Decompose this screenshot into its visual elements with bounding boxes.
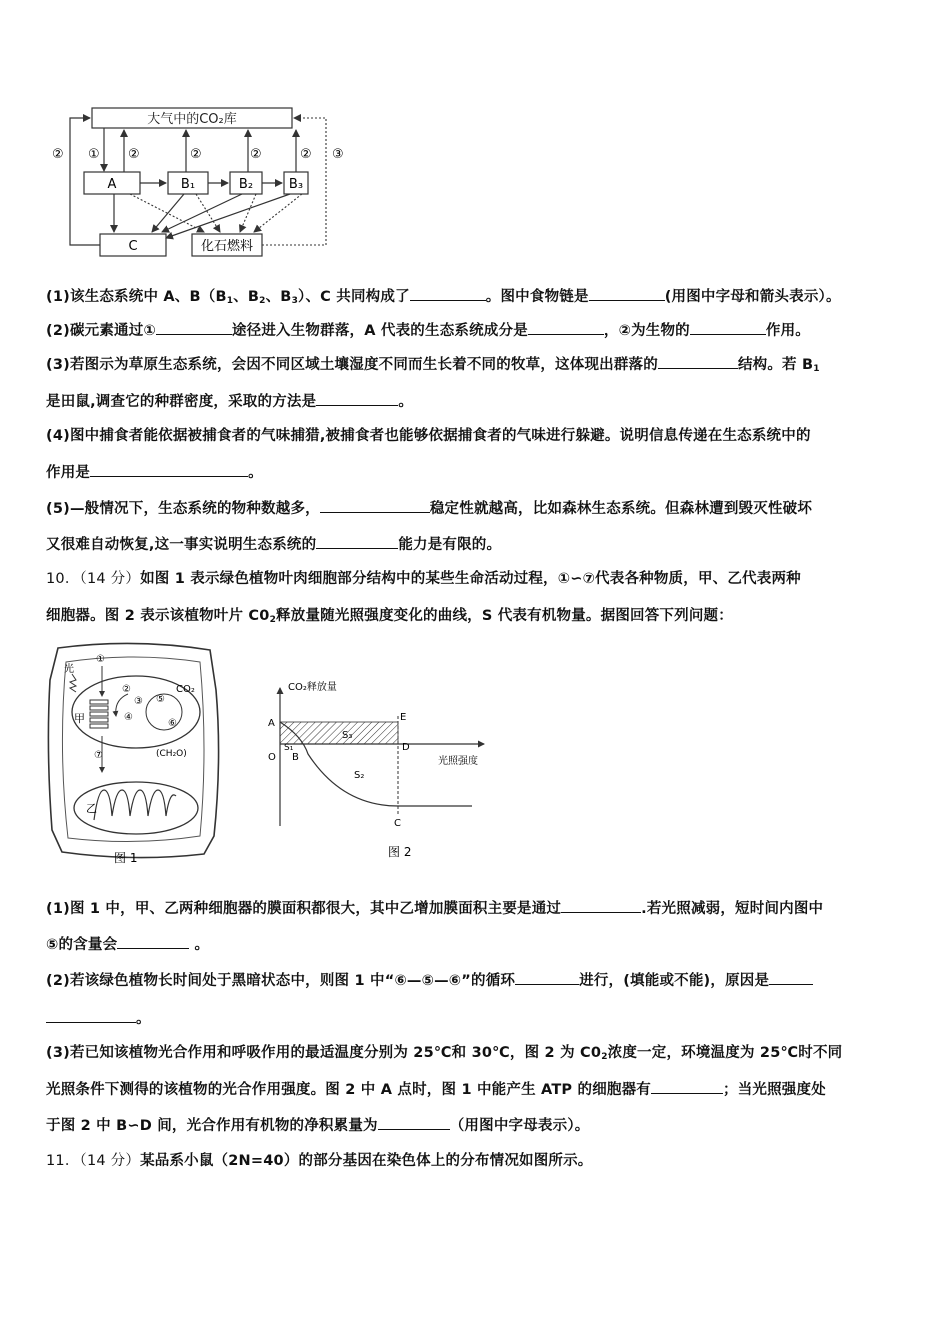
question-number: 10．（14 分） — [46, 571, 141, 587]
node-b1-label: B₁ — [180, 177, 196, 192]
q9-part2: (2)碳元素通过① 途径进入生物群落，A 代表的生态系统成分是 ，②为生物的 作用。 — [46, 320, 906, 341]
q10-part2-line2: 。 — [46, 1008, 906, 1029]
area-s3-label: S₃ — [342, 730, 353, 741]
q11-intro: 11．（14 分）某品系小鼠（2N=40）的部分基因在染色体上的分布情况如图所示。 — [46, 1153, 593, 1169]
path-3-label: ③ — [332, 147, 344, 162]
point-c: C — [394, 818, 401, 829]
question-number: 11．（14 分） — [46, 1153, 141, 1169]
point-e: E — [400, 712, 407, 723]
answer-blank[interactable] — [658, 354, 738, 369]
answer-blank[interactable] — [589, 286, 665, 301]
answer-blank[interactable] — [515, 970, 579, 985]
q9-part3-line1: (3)若图示为草原生态系统，会因不同区域土壤湿度不同而生长着不同的牧草，这体现出群落的 结构。若 $B_1$ — [46, 354, 906, 375]
q9-part5-line1: (5)—般情况下，生态系统的物种数越多， 稳定性就越高，比如森林生态系统。但森林遭到毁灭性破坏 — [46, 498, 906, 519]
answer-blank[interactable] — [316, 534, 398, 549]
ch2o-label: (CH₂O) — [156, 749, 187, 759]
figure1-caption: 图 1 — [114, 851, 138, 865]
figure2-caption: 图 2 — [388, 845, 412, 859]
answer-blank[interactable] — [156, 320, 232, 335]
substance-4: ④ — [124, 712, 133, 723]
q10-part1-line1: (1)图 1 中，甲、乙两种细胞器的膜面积都很大，其中乙增加膜面积主要是通过 .若光照减弱，短时间内图中 — [46, 898, 906, 919]
answer-blank[interactable] — [651, 1079, 723, 1094]
path-1-label: ① — [88, 147, 100, 162]
substance-2: ② — [122, 684, 131, 695]
path-2-left-label: ② — [52, 147, 64, 162]
substance-5: ⑤ — [156, 694, 165, 705]
node-a-label: A — [107, 177, 117, 192]
q10-part1-line2: ⑤的含量会 。 — [46, 934, 906, 955]
answer-blank[interactable] — [528, 320, 604, 335]
co2-pool-label: 大气中的CO₂库 — [147, 112, 237, 127]
node-b2-label: B₂ — [238, 177, 254, 192]
q9-part4-line1: (4)图中捕食者能依据被捕食者的气味捕猎,被捕食者也能够依据捕食者的气味进行躲避。说明信息传递在生态系统中的 — [46, 428, 811, 444]
point-o: O — [268, 752, 276, 763]
answer-blank[interactable] — [316, 391, 398, 406]
area-s2-label: S₂ — [354, 770, 365, 781]
path-2-b1-label: ② — [190, 147, 202, 162]
mitochondria-label: 乙 — [86, 802, 97, 815]
substance-7: ⑦ — [94, 750, 103, 761]
path-2-a-label: ② — [128, 147, 140, 162]
substance-3: ③ — [134, 696, 143, 707]
point-b: B — [292, 752, 299, 763]
answer-blank[interactable] — [410, 286, 486, 301]
q9-part4-line2: 作用是 。 — [46, 462, 906, 483]
answer-blank[interactable] — [117, 934, 189, 949]
answer-blank[interactable] — [690, 320, 766, 335]
x-axis-label: 光照强度 — [438, 756, 478, 767]
answer-blank[interactable] — [769, 970, 813, 985]
figure2-co2-curve — [262, 676, 492, 866]
answer-blank[interactable] — [320, 498, 430, 513]
answer-blank[interactable] — [378, 1115, 450, 1130]
answer-blank[interactable] — [90, 462, 248, 477]
point-d: D — [402, 742, 410, 753]
q10-intro-line1: 10．（14 分）如图 1 表示绿色植物叶肉细胞部分结构中的某些生命活动过程，①∽⑦代表各种物质，甲、乙代表两种 — [46, 571, 801, 587]
q9-part3-line2: 是田鼠,调查它的种群密度，采取的方法是 。 — [46, 391, 906, 412]
q10-intro-line2: 细胞器。图 2 表示该植物叶片 $C0_2$释放量随光照强度变化的曲线，S 代表有机物量。据图回答下列问题： — [46, 608, 733, 625]
substance-6: ⑥ — [168, 718, 177, 729]
q10-part3-line2: 光照条件下测得的该植物的光合作用强度。图 2 中 A 点时，图 1 中能产生 ATP 的细胞器有 ；当光照强度处 — [46, 1079, 906, 1100]
co2-label: CO₂ — [176, 684, 195, 695]
q9-part5-line2: 又很难自动恢复,这一事实说明生态系统的 能力是有限的。 — [46, 534, 906, 555]
area-s1-label: S₁ — [284, 743, 294, 753]
chloroplast-label: 甲 — [74, 712, 85, 725]
q10-part3-line1: (3)若已知该植物光合作用和呼吸作用的最适温度分别为 25℃和 30℃，图 2 为 $C0_2$浓度一定，环境温度为 25℃时不同 — [46, 1045, 843, 1062]
answer-blank[interactable] — [46, 1008, 136, 1023]
q9-part1: (1)该生态系统中 A、$B(B_1$、$B_2$、$B_3$）、C 共同构成了 。图中食物链是 (用图中字母和箭头表示）。 — [46, 286, 906, 307]
node-c-label: C — [128, 239, 138, 254]
q10-part2-line1: (2)若该绿色植物长时间处于黑暗状态中，则图 1 中“⑥—⑤—⑥”的循环 进行，(填能或不能)，原因是 — [46, 970, 906, 991]
q10-part3-line3: 于图 2 中 B∽D 间，光合作用有机物的净积累量为 （用图中字母表示）。 — [46, 1115, 906, 1136]
path-2-b3-label: ② — [300, 147, 312, 162]
answer-blank[interactable] — [561, 898, 641, 913]
substance-1: ① — [96, 654, 105, 665]
node-fossil-label: 化石燃料 — [200, 239, 254, 254]
carbon-cycle-diagram — [44, 100, 354, 260]
light-label: 光 — [64, 664, 74, 675]
area-s3 — [280, 722, 398, 744]
point-a: A — [268, 718, 275, 729]
figure1-leaf-cell — [44, 640, 224, 870]
node-b3-label: B₃ — [288, 177, 304, 192]
path-2-b2-label: ② — [250, 147, 262, 162]
y-axis-label: CO₂释放量 — [288, 682, 337, 693]
